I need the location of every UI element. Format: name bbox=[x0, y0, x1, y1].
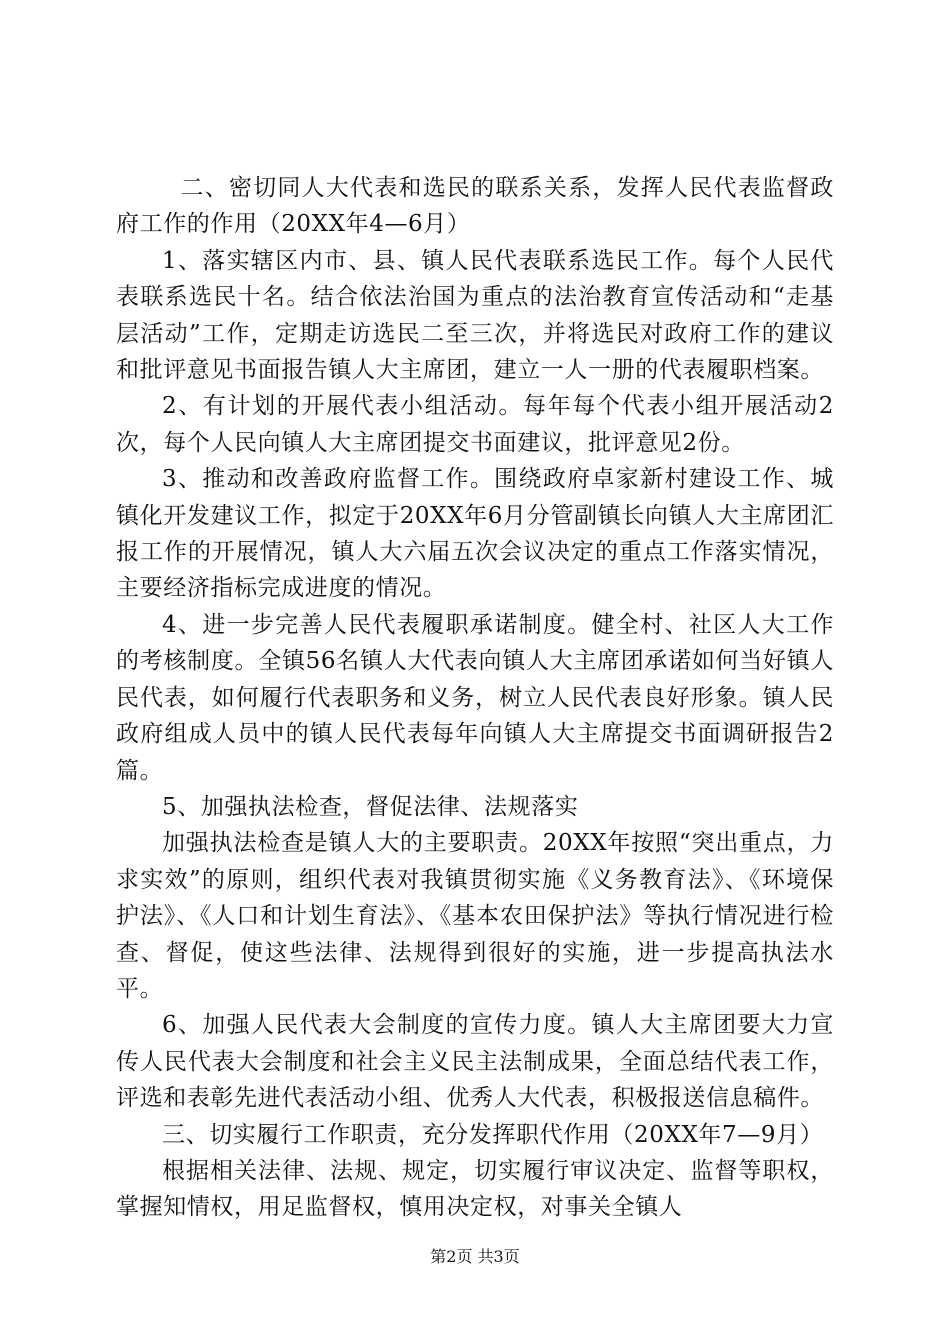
section-heading-2: 二、密切同人大代表和选民的联系关系，发挥人民代表监督政府工作的作用（20XX年4—6月） bbox=[116, 175, 834, 238]
paragraph-item-1: 1、落实辖区内市、县、镇人民代表联系选民工作。每个人民代表联系选民十名。结合依法治国为重点的法治教育宣传活动和“走基层活动”工作，定期走访选民二至三次，并将选民对政府工作的建议和批评意见书面报告镇人大主席团，建立一人一册的代表履职档案。 bbox=[116, 247, 834, 384]
section-heading-3: 三、切实履行工作职责，充分发挥职代作用（20XX年7—9月） bbox=[162, 1121, 824, 1148]
paragraph-item-6: 6、加强人民代表大会制度的宣传力度。镇人大主席团要大力宣传人民代表大会制度和社会主义民主法制成果，全面总结代表工作，评选和表彰先进代表活动小组、优秀人大代表，积极报送信息稿件。 bbox=[116, 1012, 834, 1112]
paragraph-item-2: 2、有计划的开展代表小组活动。每年每个代表小组开展活动2次，每个人民向镇人大主席团提交书面建议，批评意见2份。 bbox=[116, 393, 834, 456]
paragraph-duties: 根据相关法律、法规、规定，切实履行审议决定、监督等职权，掌握知情权，用足监督权，慎用决定权，对事关全镇人 bbox=[116, 1157, 834, 1221]
page-number-footer: 第2页 共3页 bbox=[430, 1247, 520, 1266]
paragraph-item-5: 5、加强执法检查，督促法律、法规落实 bbox=[162, 793, 579, 820]
paragraph-law-enforcement: 加强执法检查是镇人大的主要职责。20XX年按照“突出重点，力求实效”的原则，组织代表对我镇贯彻实施《义务教育法》、《环境保护法》、《人口和计划生育法》、《基本农田保护法》等执行情况进行检查、督促，使这些法律、法规得到很好的实施，进一步提高执法水平。 bbox=[116, 830, 834, 1002]
paragraph-item-3: 3、推动和改善政府监督工作。围绕政府卓家新村建设工作、城镇化开发建议工作，拟定于20XX年6月分管副镇长向镇人大主席团汇报工作的开展情况，镇人大六届五次会议决定的重点工作落实情况，主要经济指标完成进度的情况。 bbox=[116, 466, 834, 602]
document-body bbox=[116, 170, 834, 1226]
paragraph-item-4: 4、进一步完善人民代表履职承诺制度。健全村、社区人大工作的考核制度。全镇56名镇人大代表向镇人大主席团承诺如何当好镇人民代表，如何履行代表职务和义务，树立人民代表良好形象。镇人民政府组成人员中的镇人民代表每年向镇人大主席提交书面调研报告2篇。 bbox=[116, 611, 834, 784]
